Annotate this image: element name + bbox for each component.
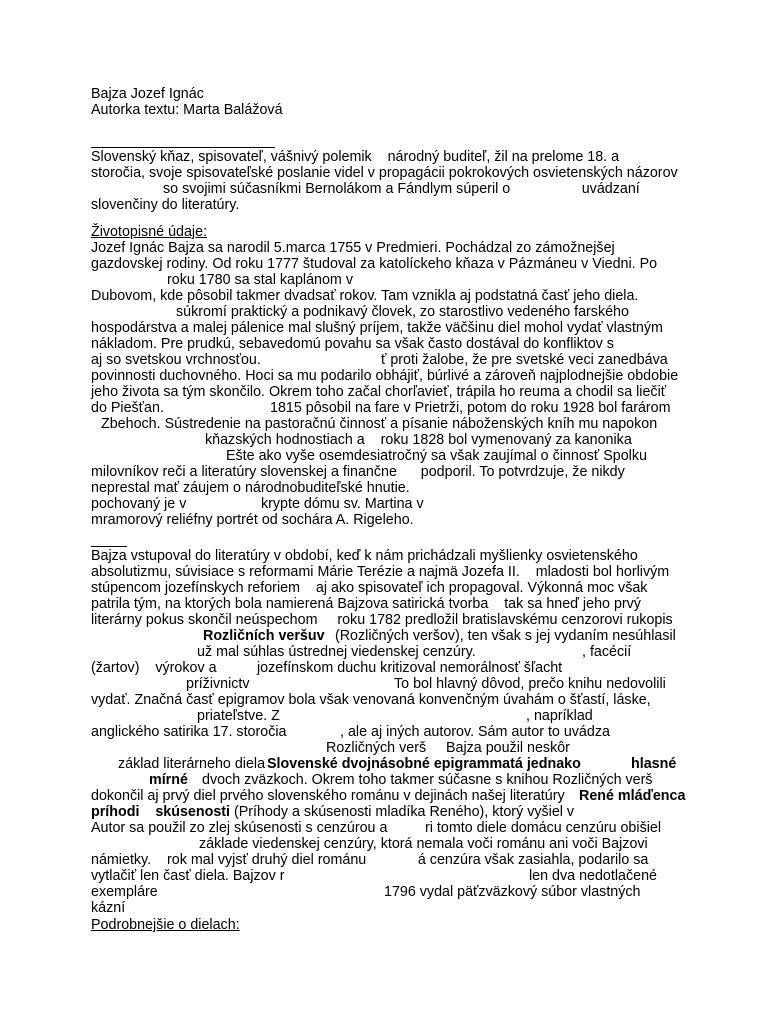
bio-line-15: milovníkov reči a literatúry slovenskej a finančne podporil. To potvrdzuje, že nikdy [91, 464, 625, 480]
lit-line-2: absolutizmu, súvisiace s reformami Márie Terézie a najmä Jozefa II. mladosti bol horlivým [91, 564, 670, 580]
bio-line-6: hospodárstva a malej pálenice mal slušný príjem, takže väčšinu diel mohol vydať vlastným [91, 320, 663, 336]
lit-line-11b: , napríklad [526, 708, 593, 724]
bio-line-17b: krypte dómu sv. Martina v [261, 496, 424, 512]
lit-line-11a: priateľstve. Z [197, 708, 280, 724]
lit-line-8b: jozefínskom duchu kritizoval nemorálnosť šľacht [257, 660, 563, 676]
lit-line-17b: (Príhody a skúsenosti mladíka Reného), ktorý vyšiel v [230, 804, 575, 820]
lit-line-17a: príhodi skúsenosti [91, 804, 231, 820]
bio-line-1: Jozef Ignác Bajza sa narodil 5.marca 1755 v Predmieri. Pochádzal zo zámožnejšej [91, 240, 615, 256]
intro-line-1: Slovenský kňaz, spisovateľ, vášnivý polemik národný buditeľ, žil na prelome 18. a [91, 149, 620, 165]
bio-line-16: neprestal mať záujem o národnobuditeľské hnutie. [91, 480, 410, 496]
lit-line-18a: Autor sa použil zo zlej skúsenosti s cenzúrou a [91, 820, 388, 836]
document-title: Bajza Jozef Ignác [91, 86, 204, 102]
lit-line-3: stúpencom jozefínskych reforiem aj ako spisovateľ ich propagoval. Výkonná moc však [91, 580, 648, 596]
lit-line-15b: dvoch zväzkoch. Okrem toho takmer súčasne s knihou Rozličných verš [202, 772, 653, 788]
lit-line-5: literárny pokus skončil neúspechom roku 1782 predložil bratislavskému cenzorovi rukopis [91, 612, 673, 628]
lit-line-15a: mírné [149, 772, 188, 788]
bio-line-14: Ešte ako vyše osemdesiatročný sa však zaujímal o činnosť Spolku [226, 448, 647, 464]
lit-line-4: patrila tým, na ktorých bola namierená Bajzova satirická tvorba tak sa hneď jeho prvý [91, 596, 641, 612]
bio-line-10: jeho života sa tým skončilo. Okrem toho začal chorľavieť, trápila ho reuma a chodil sa liečiť [91, 384, 667, 400]
author-line: Autorka textu: Marta Balážová [91, 102, 283, 118]
lit-line-8a: (žartov) výrokov a [91, 660, 217, 676]
short-separator-line [91, 546, 127, 547]
lit-line-23: kázní [91, 900, 126, 916]
lit-line-1: Bajza vstupoval do literatúry v období, keď k nám prichádzali myšlienky osvietenského [91, 548, 638, 564]
bio-line-13: kňazských hodnostiach a roku 1828 bol vymenovaný za kanonika [205, 432, 632, 448]
lit-line-14c: hlasné [631, 756, 677, 772]
intro-line-4: slovenčiny do literatúry. [91, 197, 240, 213]
bio-line-8b: ť proti žalobe, že pre svetské veci zanedbáva [381, 352, 668, 368]
bio-line-9: povinnosti duchovného. Hoci sa mu podarilo obhájiť, búrlivé a zároveň najplodnejšie obdobie [91, 368, 679, 384]
lit-line-12a: anglického satirika 17. storočia [91, 724, 287, 740]
lit-line-21a: vytlačiť len časť diela. Bajzov r [91, 868, 285, 884]
bio-line-11b: 1815 pôsobil na fare v Prietrži, potom do roku 1928 bol farárom [270, 400, 671, 416]
bio-line-17a: pochovaný je v [91, 496, 187, 512]
bio-line-2: gazdovskej rodiny. Od roku 1777 študoval za katolíckeho kňaza v Pázmáneu v Viedni. Po [91, 256, 658, 272]
lit-line-14b: Slovenské dvojnásobné epigrammatá jednako [267, 756, 581, 772]
lit-line-9a: príživnictv [186, 676, 250, 692]
lit-line-20: námietky. rok mal vyjsť druhý diel románu á cenzúra však zasiahla, podarilo sa [91, 852, 649, 868]
lit-line-12b: , ale aj iných autorov. Sám autor to uvádza [340, 724, 610, 740]
lit-line-22a: exempláre [91, 884, 158, 900]
bio-line-8a: aj so svetskou vrchnosťou. [91, 352, 261, 368]
bio-section-heading: Životopisné údaje: [91, 224, 208, 240]
lit-line-7b: , facécií [582, 644, 632, 660]
separator-line [91, 147, 275, 148]
lit-line-18b: ri tomto diele domácu cenzúru obišiel [425, 820, 662, 836]
bio-line-12: Zbehoch. Sústredenie na pastoračnú činnosť a písanie náboženských kníh mu napokon [101, 416, 658, 432]
bio-line-5: súkromí praktický a podnikavý človek, zo starostlivo vedeného farského [176, 304, 629, 320]
intro-line-3: so svojimi súčasníkmi Bernolákom a Fándlym súperil o uvádzaní [163, 181, 640, 197]
intro-line-2: storočia, svoje spisovateľské poslanie videl v propagácii pokrokových osvietenských názorov [91, 165, 678, 181]
lit-line-14a: základ literárneho diela [118, 756, 270, 772]
bio-line-18: mramorový reliéfny portrét od sochára A. Rigeleho. [91, 512, 414, 528]
lit-line-22b: 1796 vydal päťzväzkový súbor vlastných [384, 884, 641, 900]
lit-line-16a: dokončil aj prvý diel prvého slovenského románu v dejinách našej literatúry [91, 788, 569, 804]
lit-line-6a: Rozličních veršuv [203, 628, 325, 644]
works-section-heading: Podrobnejšie o dielach: [91, 917, 240, 933]
lit-line-10: vydať. Značná časť epigramov bola však venovaná konvenčným úvahám o šťastí, láske, [91, 692, 651, 708]
lit-line-13: Rozličných verš Bajza použil neskôr [326, 740, 570, 756]
bio-line-3: roku 1780 sa stal kaplánom v [167, 272, 353, 288]
lit-line-19: základe viedenskej cenzúry, ktorá nemala voči románu ani voči Bajzovi [199, 836, 648, 852]
bio-line-11a: do Piešťan. [91, 400, 164, 416]
bio-line-7: nákladom. Pre prudkú, sebavedomú povahu sa však často dostával do konfliktov s [91, 336, 614, 352]
lit-line-16b: René mláďenca [579, 788, 686, 804]
lit-line-7: už mal súhlas ústrednej viedenskej cenzúry. [197, 644, 476, 660]
bio-line-4: Dubovom, kde pôsobil takmer dvadsať rokov. Tam vznikla aj podstatná časť jeho diela. [91, 288, 639, 304]
lit-line-21b: len dva nedotlačené [529, 868, 657, 884]
lit-line-9b: To bol hlavný dôvod, prečo knihu nedovolili [394, 676, 666, 692]
lit-line-6b: (Rozličných veršov), ten však s jej vydaním nesúhlasil [331, 628, 676, 644]
